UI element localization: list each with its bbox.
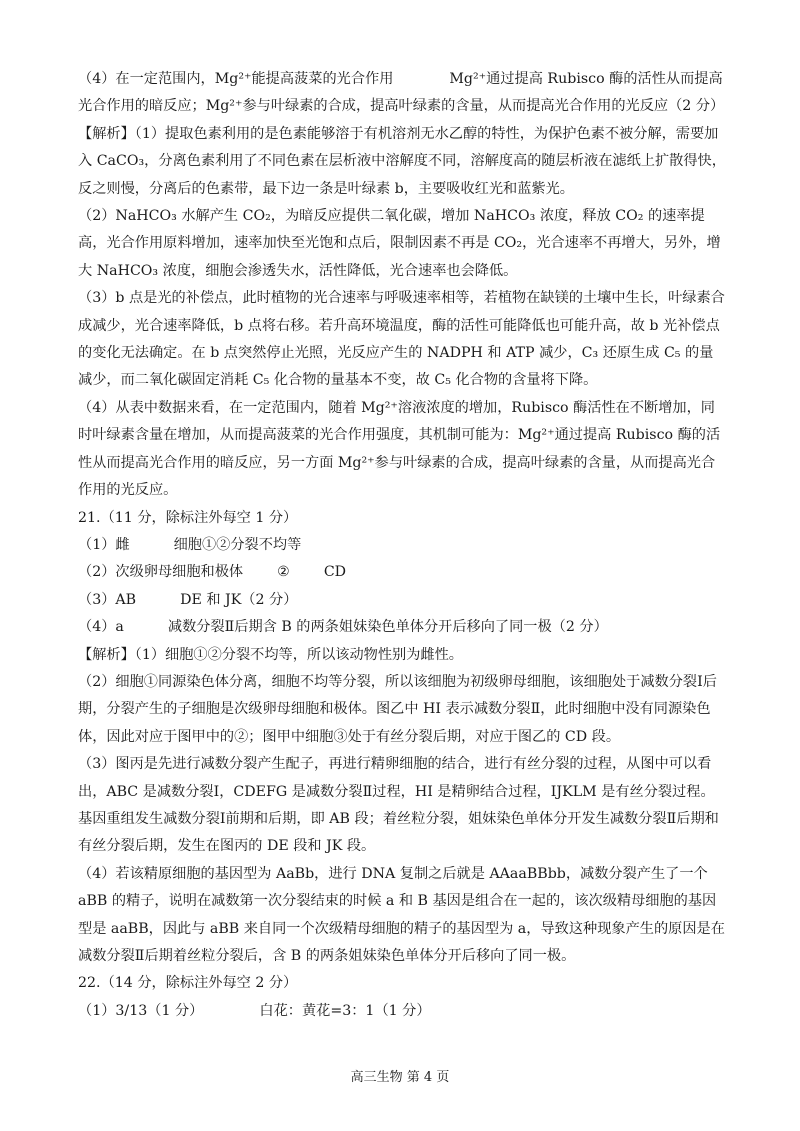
analysis-21-1: 【解析】（1）细胞①②分裂不均等，所以该动物性别为雌性。 xyxy=(78,646,463,663)
analysis-20-3: （3）b 点是光的补偿点，此时植物的光合速率与呼吸速率相等，若植物在缺镁的土壤中生长，叶绿素合成减少，光合速率降低，b 点将右移。若升高环境温度，酶的活性可能降低也可能升高，故 b 光补偿点的变化无法确定。在 b 点突然停止光照，光反应产生的 NADPH 和 ATP 减少，C₃ 还原生成 C₅ 的量减少，而二氧化碳固定消耗 C₅ 化合物的量基本不变，故 C₅ 化合物的含量将下降。 xyxy=(78,290,725,389)
analysis-21-2: （2）细胞①同源染色体分离，细胞不均等分裂，所以该细胞为初级卵母细胞，该细胞处于减数分裂Ⅰ后期，分裂产生的子细胞是次级卵母细胞和极体。图乙中 HI 表示减数分裂Ⅱ，此时细胞中没有同源染色体，因此对应于图甲中的②；图甲中细胞③处于有丝分裂后期，对应于图乙的 CD 段。 xyxy=(78,673,717,745)
answer-content xyxy=(78,66,726,1025)
answer-21-2-c: CD xyxy=(323,564,347,581)
answer-22-1-b: 白花：黄花=3：1（1 分） xyxy=(259,1002,431,1019)
answer-21-4 xyxy=(78,614,726,641)
question-21-header: 21.（11 分，除标注外每空 1 分） xyxy=(78,509,298,526)
page-footer: 高三生物 第 4 页 xyxy=(350,1070,450,1085)
answer-21-2-b: ② xyxy=(277,564,290,581)
answer-21-1-b: 细胞①②分裂不均等 xyxy=(173,536,302,553)
answer-21-2 xyxy=(78,559,726,586)
answer-21-2-a: （2）次级卵母细胞和极体 xyxy=(78,564,244,581)
answer-21-1 xyxy=(78,532,726,559)
answer-20-4-b: Mg²⁺通过提高 Rubisco 酶的活性从而提高光合作用的暗反应；Mg²⁺参与叶绿素的合成，提高叶绿素的含量，从而提高光合作用的光反应（2 分） xyxy=(78,71,725,115)
answer-22-1-a: （1）3/13（1 分） xyxy=(78,1002,204,1019)
answer-20-4 xyxy=(78,66,726,121)
answer-22-1 xyxy=(78,998,726,1025)
answer-21-3-b: DE 和 JK（2 分） xyxy=(180,591,298,608)
answer-21-1-a: （1）雌 xyxy=(78,536,130,553)
analysis-20-1: 【解析】（1）提取色素利用的是色素能够溶于有机溶剂无水乙醇的特性，为保护色素不被分解，需要加入 CaCO₃，分离色素利用了不同色素在层析液中溶解度不同，溶解度高的随层析液在滤纸上扩散得快，反之则慢，分离后的色素带，最下边一条是叶绿素 b，主要吸收红光和蓝紫光。 xyxy=(78,125,726,197)
analysis-20-4: （4）从表中数据来看，在一定范围内，随着 Mg²⁺溶液浓度的增加，Rubisco 酶活性在不断增加，同时叶绿素含量在增加，从而提高菠菜的光合作用强度，其机制可能为：Mg²⁺通过提高 Rubisco 酶的活性从而提高光合作用的暗反应，另一方面 Mg²⁺参与叶绿素的合成，提高叶绿素的含量，从而提高光合作用的光反应。 xyxy=(78,399,721,499)
analysis-21-4: （4）若该精原细胞的基因型为 AaBb，进行 DNA 复制之后就是 AAaaBBbb，减数分裂产生了一个 aBB 的精子，说明在减数第一次分裂结束的时候 a 和 B 基因是组合在一起的，该次级精母细胞的基因型是 aaBB，因此与 aBB 来自同一个次级精母细胞的精子的基因型为 a，导致这种现象产生的原因是在减数分裂Ⅱ后期着丝粒分裂后，含 B 的两条姐妹染色单体分开后移向了同一极。 xyxy=(78,865,725,964)
answer-21-4-b: 减数分裂Ⅱ后期含 B 的两条姐妹染色单体分开后移向了同一极（2 分） xyxy=(167,619,608,636)
analysis-21-3: （3）图丙是先进行减数分裂产生配子，再进行精卵细胞的结合，进行有丝分裂的过程，从图中可以看出，ABC 是减数分裂Ⅰ，CDEFG 是减数分裂Ⅱ过程，HI 是精卵结合过程，IJKLM 是有丝分裂过程。基因重组发生减数分裂Ⅰ前期和后期，即 AB 段；着丝粒分裂，姐妹染色单体分开发生减数分裂Ⅱ后期和有丝分裂后期，发生在图丙的 DE 段和 JK 段。 xyxy=(78,756,719,855)
answer-20-4-a: （4）在一定范围内，Mg²⁺能提高菠菜的光合作用 xyxy=(78,71,394,87)
answer-21-4-a: （4）a xyxy=(78,619,124,636)
question-22-header: 22.（14 分，除标注外每空 2 分） xyxy=(78,975,298,992)
answer-21-3-a: （3）AB xyxy=(78,591,137,608)
analysis-20-2: （2）NaHCO₃ 水解产生 CO₂，为暗反应提供二氧化碳，增加 NaHCO₃ 浓度，释放 CO₂ 的速率提高，光合作用原料增加，速率加快至光饱和点后，限制因素不再是 CO₂，光合速率不再增大，另外，增大 NaHCO₃ 浓度，细胞会渗透失水，活性降低，光合速率也会降低。 xyxy=(78,208,721,279)
answer-21-3 xyxy=(78,587,726,614)
